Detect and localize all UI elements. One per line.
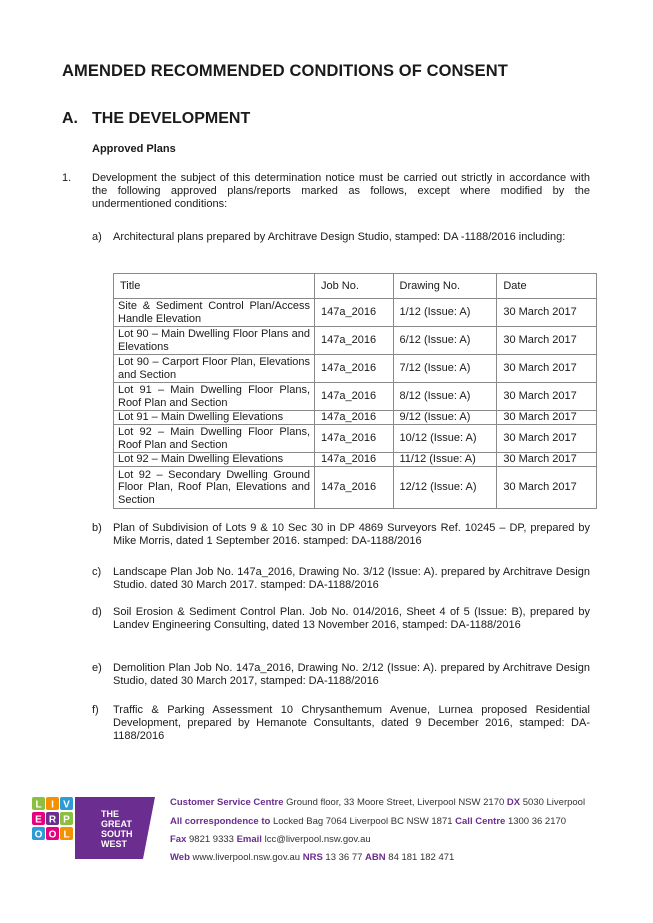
footer-value: 1300 36 2170 bbox=[507, 816, 567, 827]
footer-value: 84 181 182 471 bbox=[388, 852, 455, 863]
footer-line-web bbox=[170, 852, 454, 863]
item-letter: a) bbox=[92, 231, 102, 243]
drawing-number: 1/12 (Issue: A) bbox=[393, 299, 497, 327]
job-number: 147a_2016 bbox=[315, 327, 394, 355]
footer-value: 5030 Liverpool bbox=[522, 797, 586, 808]
liverpool-logo bbox=[31, 795, 157, 861]
item-letter: b) bbox=[92, 522, 102, 534]
table-row bbox=[114, 425, 597, 453]
footer-label: NRS bbox=[302, 852, 323, 863]
item-letter: d) bbox=[92, 606, 102, 618]
footer-value: Ground floor, 33 Moore Street, Liverpool NSW 2170 bbox=[286, 797, 505, 808]
plan-date: 30 March 2017 bbox=[497, 327, 597, 355]
footer-line-fax-email bbox=[170, 834, 371, 845]
drawing-number: 9/12 (Issue: A) bbox=[393, 411, 497, 425]
document-heading: AMENDED RECOMMENDED CONDITIONS OF CONSENT bbox=[62, 62, 508, 80]
job-number: 147a_2016 bbox=[315, 411, 394, 425]
footer-label: DX bbox=[506, 797, 521, 808]
drawing-number: 11/12 (Issue: A) bbox=[393, 453, 497, 467]
plan-date: 30 March 2017 bbox=[497, 355, 597, 383]
drawing-number: 8/12 (Issue: A) bbox=[393, 383, 497, 411]
column-header: Drawing No. bbox=[393, 274, 497, 299]
item-text: Plan of Subdivision of Lots 9 & 10 Sec 30 in DP 4869 Surveyors Ref. 10245 – DP, prepared by Mike Morris, dated 1 September 2016. stamped: DA-1188/2016 bbox=[113, 522, 590, 547]
logo-letter: I bbox=[51, 799, 54, 811]
plan-title: Lot 92 – Secondary Dwelling Ground Floor Plan, Roof Plan, Elevations and Section bbox=[114, 467, 315, 509]
footer-label: ABN bbox=[365, 852, 386, 863]
item-text: Traffic & Parking Assessment 10 Chrysanthemum Avenue, Lurnea proposed Residential Development, prepared by Hemanote Consultants, dated 9 December 2016, stamped: DA-1188/2016 bbox=[113, 704, 590, 742]
plan-date: 30 March 2017 bbox=[497, 453, 597, 467]
subheading: Approved Plans bbox=[92, 143, 176, 155]
logo-letter: O bbox=[34, 829, 43, 841]
logo-tagline: SOUTH bbox=[101, 829, 133, 839]
table-row bbox=[114, 411, 597, 425]
plan-title: Site & Sediment Control Plan/Access Handle Elevation bbox=[114, 299, 315, 327]
job-number: 147a_2016 bbox=[315, 299, 394, 327]
logo-letter: O bbox=[48, 829, 57, 841]
approved-plans-table bbox=[113, 273, 597, 509]
item-text: Soil Erosion & Sediment Control Plan. Job No. 014/2016, Sheet 4 of 5 (Issue: B), prepared by Landev Engineering Consulting, dated 13 November 2016, stamped: DA-1188/2016 bbox=[113, 606, 590, 631]
plan-date: 30 March 2017 bbox=[497, 299, 597, 327]
drawing-number: 10/12 (Issue: A) bbox=[393, 425, 497, 453]
footer-line-customer-service bbox=[170, 797, 585, 808]
plan-date: 30 March 2017 bbox=[497, 467, 597, 509]
footer-line-correspondence bbox=[170, 816, 566, 827]
item-text: Landscape Plan Job No. 147a_2016, Drawing No. 3/12 (Issue: A). prepared by Architrave Design Studio. dated 30 March 2017. stamped: DA-1188/2016 bbox=[113, 566, 590, 591]
plan-title: Lot 91 – Main Dwelling Floor Plans, Roof Plan and Section bbox=[114, 383, 315, 411]
condition-number: 1. bbox=[62, 172, 72, 184]
section-heading bbox=[62, 110, 250, 128]
condition-text: Development the subject of this determination notice must be carried out strictly in accordance with the following approved plans/reports marked as follows, except where modified by the undermentioned conditions: bbox=[92, 172, 590, 210]
job-number: 147a_2016 bbox=[315, 425, 394, 453]
logo-letter: V bbox=[63, 799, 70, 811]
column-header: Title bbox=[114, 274, 315, 299]
footer-value: 9821 9333 bbox=[189, 834, 234, 845]
footer-label: Web bbox=[170, 852, 190, 863]
drawing-number: 6/12 (Issue: A) bbox=[393, 327, 497, 355]
table-row bbox=[114, 299, 597, 327]
plan-date: 30 March 2017 bbox=[497, 411, 597, 425]
website-link[interactable]: www.liverpool.nsw.gov.au bbox=[192, 852, 301, 863]
footer-label: Call Centre bbox=[455, 816, 506, 827]
table-row bbox=[114, 467, 597, 509]
footer-label: Fax bbox=[170, 834, 187, 845]
plan-title: Lot 90 – Carport Floor Plan, Elevations and Section bbox=[114, 355, 315, 383]
item-text: Architectural plans prepared by Architrave Design Studio, stamped: DA -1188/2016 including: bbox=[113, 231, 566, 243]
job-number: 147a_2016 bbox=[315, 467, 394, 509]
plan-title: Lot 91 – Main Dwelling Elevations bbox=[114, 411, 315, 425]
drawing-number: 12/12 (Issue: A) bbox=[393, 467, 497, 509]
logo-letter: L bbox=[63, 829, 70, 841]
logo-letter: P bbox=[63, 814, 70, 826]
footer-label: All correspondence to bbox=[170, 816, 271, 827]
item-letter: f) bbox=[92, 704, 99, 716]
drawing-number: 7/12 (Issue: A) bbox=[393, 355, 497, 383]
plan-date: 30 March 2017 bbox=[497, 425, 597, 453]
plan-date: 30 March 2017 bbox=[497, 383, 597, 411]
logo-letter: L bbox=[35, 799, 42, 811]
plan-title: Lot 92 – Main Dwelling Floor Plans, Roof Plan and Section bbox=[114, 425, 315, 453]
column-header: Job No. bbox=[315, 274, 394, 299]
footer-label: Customer Service Centre bbox=[170, 797, 284, 808]
table-row bbox=[114, 383, 597, 411]
column-header: Date bbox=[497, 274, 597, 299]
logo-tagline: GREAT bbox=[101, 819, 132, 829]
table-row bbox=[114, 453, 597, 467]
section-title: THE DEVELOPMENT bbox=[92, 110, 251, 127]
logo-tagline: WEST bbox=[101, 839, 127, 849]
item-letter: c) bbox=[92, 566, 102, 578]
item-letter: e) bbox=[92, 662, 102, 674]
logo-tagline: THE bbox=[101, 809, 119, 819]
plan-title: Lot 90 – Main Dwelling Floor Plans and Elevations bbox=[114, 327, 315, 355]
footer-label: Email bbox=[236, 834, 262, 845]
section-number: A. bbox=[62, 110, 78, 127]
logo-letter: R bbox=[48, 814, 57, 826]
table-row bbox=[114, 355, 597, 383]
table-header-row bbox=[114, 274, 597, 299]
job-number: 147a_2016 bbox=[315, 383, 394, 411]
footer-value: Locked Bag 7064 Liverpool BC NSW 1871 bbox=[272, 816, 453, 827]
item-text: Demolition Plan Job No. 147a_2016, Drawing No. 2/12 (Issue: A). prepared by Architrave Design Studio, dated 30 March 2017, stamped: DA-1188/2016 bbox=[113, 662, 590, 687]
footer-value: 13 36 77 bbox=[325, 852, 363, 863]
job-number: 147a_2016 bbox=[315, 355, 394, 383]
table-row bbox=[114, 327, 597, 355]
job-number: 147a_2016 bbox=[315, 453, 394, 467]
logo-letter: E bbox=[35, 814, 42, 826]
email-link[interactable]: lcc@liverpool.nsw.gov.au bbox=[264, 834, 371, 845]
plan-title: Lot 92 – Main Dwelling Elevations bbox=[114, 453, 315, 467]
